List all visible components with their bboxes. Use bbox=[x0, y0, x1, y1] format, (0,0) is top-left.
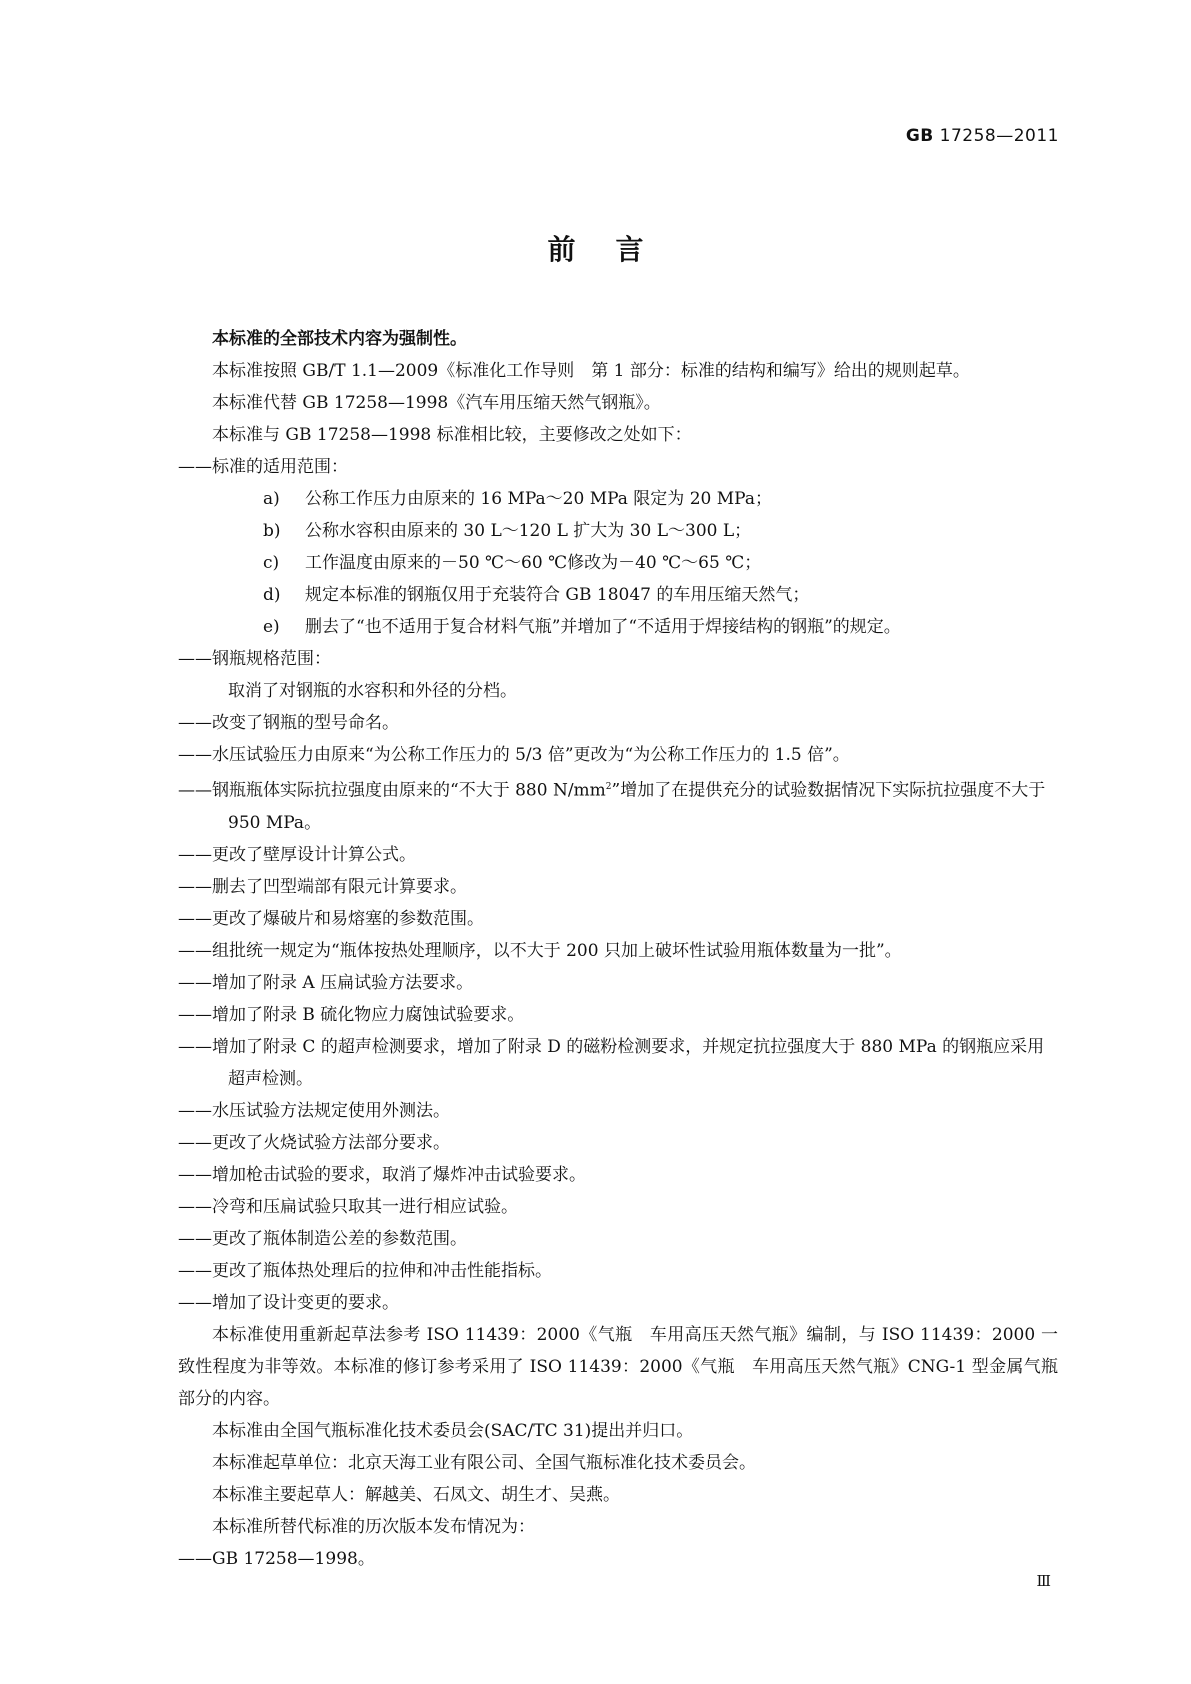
change-item: ——组批统一规定为“瓶体按热处理顺序，以不大于 200 只加上破坏性试验用瓶体数量为一批”。 bbox=[178, 940, 902, 961]
change-item: ——增加了附录 C 的超声检测要求，增加了附录 D 的磁粉检测要求，并规定抗拉强度大于 880 MPa 的钢瓶应采用超声检测。 bbox=[178, 1036, 1045, 1089]
paragraph-history-intro: 本标准所替代标准的历次版本发布情况为： bbox=[212, 1516, 535, 1537]
paragraph-changes-intro: 本标准与 GB 17258—1998 标准相比较，主要修改之处如下： bbox=[212, 425, 692, 445]
paragraph-iso-reference: 本标准使用重新起草法参考 ISO 11439：2000《气瓶 车用高压天然气瓶》编制，与 ISO 11439：2000 一致性程度为非等效。本标准的修订参考采用了 ISO 11439：2000《气瓶 车用高压天然气瓶》CNG-1 型金属气瓶部分的内容。 bbox=[178, 1324, 1058, 1409]
change-item: ——改变了钢瓶的型号命名。 bbox=[178, 713, 399, 733]
change-item: ——水压试验压力由原来“为公称工作压力的 5/3 倍”更改为“为公称工作压力的 1.5 倍”。 bbox=[178, 745, 850, 765]
standard-number: GB 17258—2011 bbox=[905, 126, 1059, 146]
history-item: ——GB 17258—1998。 bbox=[178, 1548, 375, 1569]
scope-heading: ——标准的适用范围： bbox=[178, 457, 348, 477]
spec-text: 取消了对钢瓶的水容积和外径的分档。 bbox=[228, 681, 517, 701]
list-item: d) 规定本标准的钢瓶仅用于充装符合 GB 18047 的车用压缩天然气； bbox=[263, 585, 810, 605]
paragraph-drafting-rules: 本标准按照 GB/T 1.1—2009《标准化工作导则 第 1 部分：标准的结构和编写》给出的规则起草。 bbox=[212, 361, 970, 381]
change-item: ——删去了凹型端部有限元计算要求。 bbox=[178, 876, 467, 897]
change-item: ——冷弯和压扁试验只取其一进行相应试验。 bbox=[178, 1196, 518, 1217]
paragraph-drafters: 本标准主要起草人：解越美、石凤文、胡生才、吴燕。 bbox=[212, 1484, 620, 1505]
list-item: c) 工作温度由原来的－50 ℃～60 ℃修改为－40 ℃～65 ℃； bbox=[263, 553, 762, 573]
change-item: ——更改了瓶体热处理后的拉伸和冲击性能指标。 bbox=[178, 1260, 552, 1281]
spec-heading: ——钢瓶规格范围： bbox=[178, 649, 331, 669]
list-item: b) 公称水容积由原来的 30 L～120 L 扩大为 30 L～300 L； bbox=[263, 521, 752, 541]
paragraph-drafting-units: 本标准起草单位：北京天海工业有限公司、全国气瓶标准化技术委员会。 bbox=[212, 1452, 756, 1473]
page-number: Ⅲ bbox=[1036, 1572, 1051, 1590]
paragraph-replaces: 本标准代替 GB 17258—1998《汽车用压缩天然气钢瓶》。 bbox=[212, 393, 661, 413]
change-item-tensile: ——钢瓶瓶体实际抗拉强度由原来的“不大于 880 $N/mm^2$”增加了在提供充分的试验数据情况下实际抗拉强度不大于 950 MPa。 bbox=[178, 780, 1046, 833]
change-item: ——更改了瓶体制造公差的参数范围。 bbox=[178, 1228, 467, 1249]
paragraph-mandatory: 本标准的全部技术内容为强制性。 bbox=[212, 329, 467, 349]
change-item: ——增加了附录 A 压扁试验方法要求。 bbox=[178, 972, 474, 993]
change-item: ——更改了壁厚设计计算公式。 bbox=[178, 844, 416, 865]
list-item: a) 公称工作压力由原来的 16 MPa～20 MPa 限定为 20 MPa； bbox=[263, 489, 772, 509]
change-item: ——增加枪击试验的要求，取消了爆炸冲击试验要求。 bbox=[178, 1164, 586, 1185]
change-item: ——增加了附录 B 硫化物应力腐蚀试验要求。 bbox=[178, 1004, 525, 1025]
change-item: ——增加了设计变更的要求。 bbox=[178, 1292, 399, 1313]
paragraph-proposer: 本标准由全国气瓶标准化技术委员会(SAC/TC 31)提出并归口。 bbox=[212, 1420, 694, 1441]
document-body bbox=[178, 323, 1058, 1575]
change-item: ——更改了爆破片和易熔塞的参数范围。 bbox=[178, 908, 484, 929]
page-title: 前言 bbox=[547, 233, 684, 266]
change-item: ——更改了火烧试验方法部分要求。 bbox=[178, 1132, 450, 1153]
change-item: ——水压试验方法规定使用外测法。 bbox=[178, 1100, 450, 1121]
list-item: e) 删去了“也不适用于复合材料气瓶”并增加了“不适用于焊接结构的钢瓶”的规定。 bbox=[263, 617, 901, 637]
